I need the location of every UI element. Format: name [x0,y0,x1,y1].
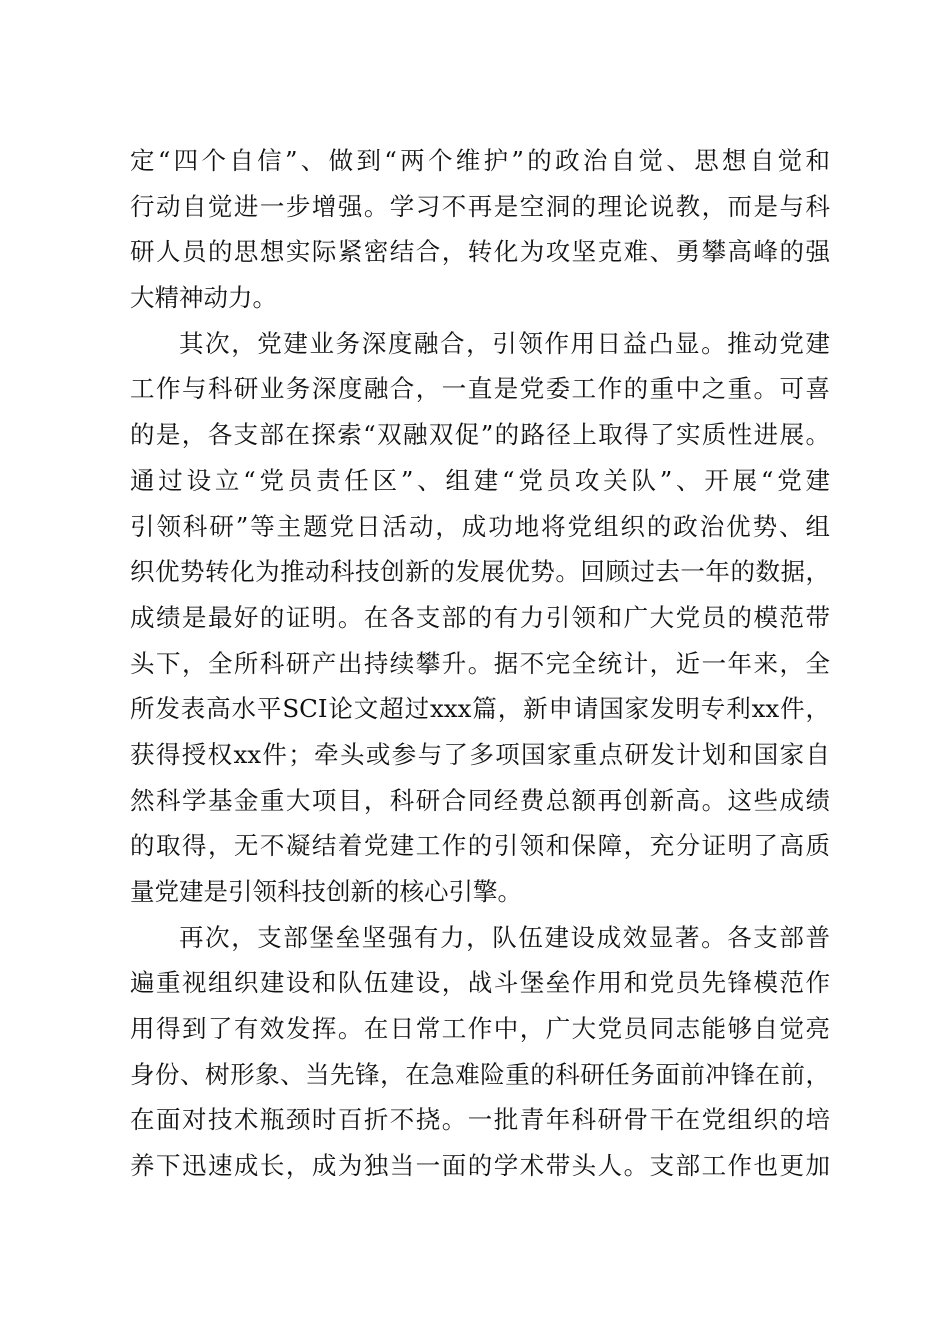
paragraph-branch-building [130,915,830,1189]
document-body [130,138,830,1189]
text-line: 在面对技术瓶颈时百折不挠。一批青年科研骨干在党组织的培 [130,1105,830,1135]
paragraph-continuation [130,138,830,321]
text-line: 成绩是最好的证明。在各支部的有力引领和广大党员的模范带 [130,602,830,632]
text-line: 定“四个自信”、做到“两个维护”的政治自觉、思想自觉和 [130,146,830,175]
text-line: 所发表高水平SCI论文超过xxx篇，新申请国家发明专利xx件， [130,694,830,724]
text-line: 织优势转化为推动科技创新的发展优势。回顾过去一年的数据， [130,557,830,587]
text-line: 量党建是引领科技创新的核心引擎。 [130,877,522,906]
text-line: 研人员的思想实际紧密结合，转化为攻坚克难、勇攀高峰的强 [130,237,830,267]
text-line: 头下，全所科研产出持续攀升。据不完全统计，近一年来，全 [130,648,830,678]
text-line: 用得到了有效发挥。在日常工作中，广大党员同志能够自觉亮 [130,1014,830,1044]
text-line: 获得授权xx件；牵头或参与了多项国家重点研发计划和国家自 [130,739,830,769]
text-line: 行动自觉进一步增强。学习不再是空洞的理论说教，而是与科 [130,191,830,221]
text-line: 再次，支部堡垒坚强有力，队伍建设成效显著。各支部普 [179,922,830,952]
text-line: 工作与科研业务深度融合，一直是党委工作的重中之重。可喜 [130,374,830,404]
text-line: 遍重视组织建设和队伍建设，战斗堡垒作用和党员先锋模范作 [130,968,830,998]
text-line: 的取得，无不凝结着党建工作的引领和保障，充分证明了高质 [130,831,830,861]
text-line: 其次，党建业务深度融合，引领作用日益凸显。推动党建 [179,328,830,358]
text-line: 引领科研”等主题党日活动，成功地将党组织的政治优势、组 [130,511,830,541]
text-line: 通过设立“党员责任区”、组建“党员攻关队”、开展“党建 [130,465,830,495]
text-line: 然科学基金重大项目，科研合同经费总额再创新高。这些成绩 [130,785,830,815]
text-line: 养下迅速成长，成为独当一面的学术带头人。支部工作也更加 [130,1151,830,1181]
text-line: 的是，各支部在探索“双融双促”的路径上取得了实质性进展。 [130,420,830,450]
paragraph-integration [130,321,830,915]
text-line: 身份、树形象、当先锋，在急难险重的科研任务面前冲锋在前， [130,1059,830,1089]
text-line: 大精神动力。 [130,283,277,313]
